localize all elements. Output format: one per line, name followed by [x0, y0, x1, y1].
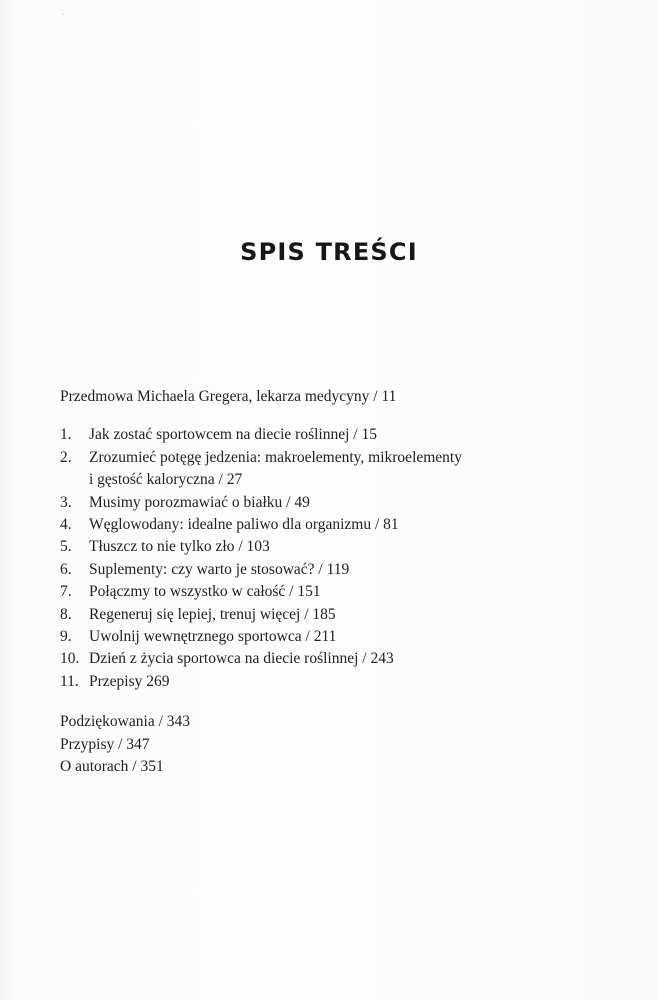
- page-title: SPIS TREŚCI: [240, 238, 418, 266]
- toc-chapter-11: [60, 671, 580, 693]
- chapter-number: 10.: [60, 650, 80, 668]
- toc-chapter-9: [60, 626, 580, 648]
- page-speck-mark: ᵥ: [62, 8, 65, 17]
- chapter-title: Uwolnij wewnętrznego sportowca / 211: [89, 628, 337, 646]
- chapter-number: 3.: [60, 493, 72, 511]
- chapter-title: Przepisy 269: [89, 672, 170, 690]
- chapter-title-line: Zrozumieć potęgę jedzenia: makroelementy, mikroelementy: [89, 448, 462, 466]
- chapter-number: 4.: [60, 516, 72, 534]
- chapter-number: 8.: [60, 605, 72, 623]
- toc-backmatter-entry: Przypisy / 347: [60, 735, 150, 753]
- chapter-number: 9.: [60, 628, 72, 646]
- toc-chapter-2: [60, 447, 580, 492]
- toc-chapter-5: [60, 536, 580, 558]
- chapter-title: Jak zostać sportowcem na diecie roślinnej / 15: [89, 426, 377, 444]
- toc-chapter-6: [60, 559, 580, 581]
- chapter-title: Połączmy to wszystko w całość / 151: [89, 583, 321, 601]
- toc-intro-entry: Przedmowa Michaela Gregera, lekarza medycyny / 11: [60, 388, 397, 405]
- toc-chapter-1: [60, 424, 580, 446]
- toc-section-gap: [60, 693, 580, 711]
- chapter-title: Tłuszcz to nie tylko zło / 103: [89, 538, 270, 556]
- toc-backmatter-entry: O autorach / 351: [60, 758, 164, 776]
- toc-section-gap: [60, 408, 580, 424]
- chapter-title: Węglowodany: idealne paliwo dla organizmu / 81: [89, 516, 399, 534]
- chapter-title: Suplementy: czy warto je stosować? / 119: [89, 560, 350, 578]
- chapter-number: 1.: [60, 426, 72, 444]
- chapter-title: Musimy porozmawiać o białku / 49: [89, 493, 310, 511]
- toc-chapter-10: [60, 648, 580, 670]
- chapter-number: 7.: [60, 583, 72, 601]
- chapter-number: 5.: [60, 538, 72, 556]
- chapter-number: 2.: [60, 448, 72, 466]
- toc-chapter-4: [60, 514, 580, 536]
- chapter-number: 11.: [60, 672, 79, 690]
- chapter-title: Dzień z życia sportowca na diecie roślinnej / 243: [89, 650, 394, 668]
- chapter-title: Regeneruj się lepiej, trenuj więcej / 185: [89, 605, 336, 623]
- chapter-number: 6.: [60, 560, 72, 578]
- toc-chapter-3: [60, 492, 580, 514]
- toc-chapter-7: [60, 581, 580, 603]
- table-of-contents: [60, 386, 580, 779]
- chapter-title-line: i gęstość kaloryczna / 27: [89, 471, 243, 489]
- toc-backmatter-entry: Podziękowania / 343: [60, 713, 191, 731]
- toc-chapter-8: [60, 604, 580, 626]
- chapter-title-multiline: [89, 447, 580, 492]
